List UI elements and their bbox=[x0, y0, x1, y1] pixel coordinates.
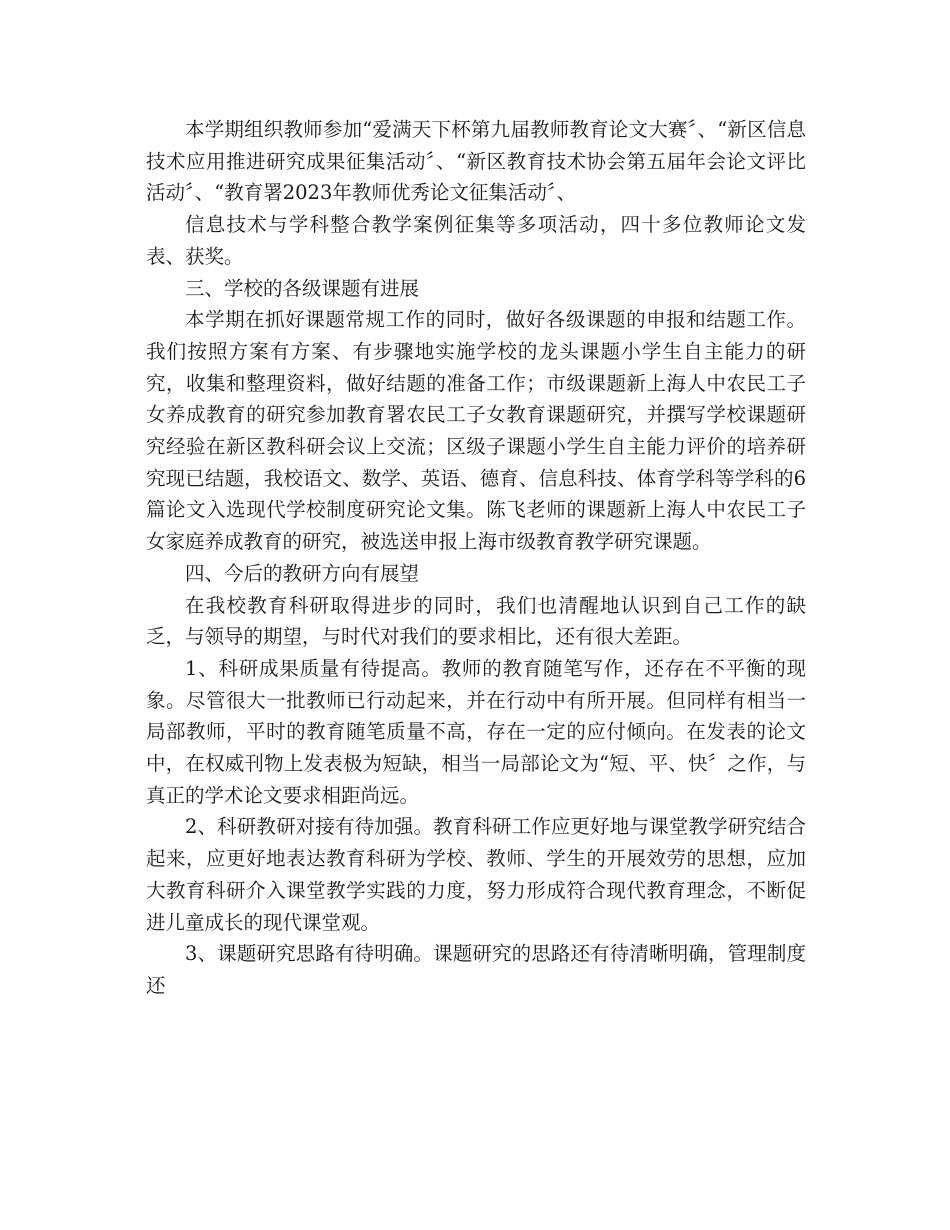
paragraph-essay-competitions: 本学期组织教师参加“爱满天下杯第九届教师教育论文大赛〞、“新区信息技术应用推进研究成果征集活动〞、“新区教育技术协会第五届年会论文评比活动〞、“教育署2023年教师优秀论文征集活动〞、 bbox=[146, 118, 806, 205]
paragraph-it-integration: 信息技术与学科整合教学案例征集等多项活动，四十多位教师论文发表、获奖。 bbox=[146, 213, 806, 268]
paragraph-research-projects: 本学期在抓好课题常规工作的同时，做好各级课题的申报和结题工作。我们按照方案有方案、有步骤地实施学校的龙头课题小学生自主能力的研究，收集和整理资料，做好结题的准备工作；市级课题新上海人中农民工子女养成教育的研究参加教育署农民工子女教育课题研究，并撰写学校课题研究经验在新区教科研会议上交流；区级子课题小学生自主能力评价的培养研究现已结题，我校语文、数学、英语、德育、信息科技、体育学科等学科的6篇论文入选现代学校制度研究论文集。陈飞老师的课题新上海人中农民工子女家庭养成教育的研究，被选送申报上海市级教育教学研究课题。 bbox=[146, 308, 806, 554]
paragraph-shortcomings: 在我校教育科研取得进步的同时，我们也清醒地认识到自己工作的缺乏，与领导的期望，与时代对我们的要求相比，还有很大差距。 bbox=[146, 593, 806, 649]
paragraph-point-3: 3、课题研究思路有待明确。课题研究的思路还有待清晰明确，管理制度还 bbox=[146, 942, 806, 997]
paragraph-point-2: 2、科研教研对接有待加强。教育科研工作应更好地与课堂教学研究结合起来，应更好地表达教育科研为学校、教师、学生的开展效劳的思想，应加大教育科研介入课堂教学实践的力度，努力形成符合现代教育理念，不断促进儿童成长的现代课堂观。 bbox=[146, 815, 806, 934]
document-body bbox=[146, 114, 806, 1002]
section-heading-3: 三、学校的各级课题有进展 bbox=[185, 276, 420, 300]
section-heading-4: 四、今后的教研方向有展望 bbox=[185, 561, 420, 585]
paragraph-point-1: 1、科研成果质量有待提高。教师的教育随笔写作，还存在不平衡的现象。尽管很大一批教师已行动起来，并在行动中有所开展。但同样有相当一局部教师，平时的教育随笔质量不高，存在一定的应付倾向。在发表的论文中，在权威刊物上发表极为短缺，相当一局部论文为“短、平、快〞之作，与真正的学术论文要求相距尚远。 bbox=[146, 656, 806, 807]
